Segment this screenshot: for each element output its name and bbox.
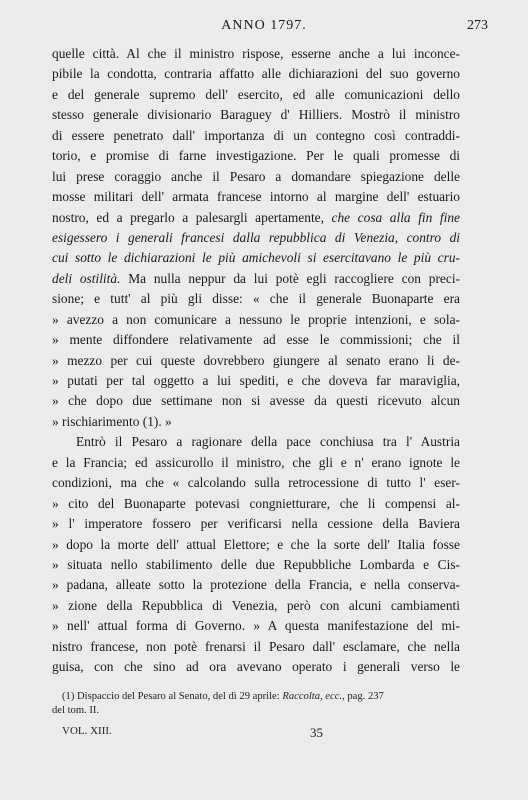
text-line — [52, 575, 460, 595]
text-line — [52, 187, 460, 207]
line-text: e la Francia; ed assicurollo il ministro, che gli e n' erano ignote le — [52, 454, 460, 470]
text-line — [52, 514, 460, 534]
text-line — [52, 555, 460, 575]
text-line — [52, 269, 460, 289]
text-line — [52, 289, 460, 309]
text-line — [52, 596, 460, 616]
text-line — [52, 85, 460, 105]
text-line — [52, 310, 460, 330]
signature-mark: 35 — [310, 725, 323, 740]
text-line — [52, 371, 460, 391]
footnote-line — [52, 690, 460, 704]
line-text: » situata nello stabilimento delle due Repubbliche Lombarda e Cis- — [52, 556, 460, 572]
line-text: » putati per tal oggetto a lui spediti, e che doveva far maraviglia, — [52, 373, 460, 388]
text-line — [52, 105, 460, 125]
text-line — [52, 330, 460, 350]
line-text: stesso generale divisionario Baraguey d' Hilliers. Mostrò il ministro — [52, 107, 460, 123]
text-line — [52, 248, 460, 268]
text-line — [52, 657, 460, 677]
body-text — [52, 44, 460, 678]
line-text: torio, e promise di farne investigazione. Per le quali promesse di — [52, 148, 460, 164]
line-text: condizioni, ma che « calcolando sulla retrocessione di tutto l' eser- — [52, 475, 460, 491]
line-text: » avezzo a non comunicare a nessuno le proprie intenzioni, e sola- — [52, 311, 460, 327]
line-text: sione; e tutt' al più gli disse: « che il generale Buonaparte era — [52, 291, 460, 307]
line-text: » mezzo per cui queste dovrebbero giungere al senato erano li de- — [52, 352, 460, 368]
footnote-source-title: Raccolta, ecc. — [282, 691, 343, 702]
signature-line — [52, 725, 460, 741]
line-text: » padana, alleate sotto la protezione della Francia, e nella conserva- — [52, 577, 460, 593]
line-text: » zione della Repubblica di Venezia, però con alcuni cambiamenti — [52, 597, 460, 613]
page-number: 273 — [467, 18, 488, 33]
text-line — [52, 64, 460, 84]
text-line — [52, 126, 460, 146]
text-line — [52, 44, 460, 64]
line-text: guisa, con che sino ad ora avevano operato i generali verso le — [52, 659, 460, 675]
running-head — [40, 18, 488, 38]
text-line — [52, 167, 460, 187]
text-line — [52, 391, 460, 411]
footnote-page-ref: , pag. 237 — [342, 691, 384, 702]
text-line — [52, 432, 460, 452]
line-text: di essere penetrato dall' importanza di un contegno così contraddi- — [52, 127, 460, 143]
italic-text: che cosa alla fin fine — [331, 209, 460, 225]
line-text: » che dopo due settimane non si avesse da questi ricevuto alcun — [52, 393, 460, 409]
text-line — [52, 453, 460, 473]
line-text: Entrò il Pesaro a ragionare della pace conchiusa tra l' Austria — [76, 434, 460, 450]
footnote-line: del tom. II. — [52, 705, 100, 716]
text-line — [52, 146, 460, 166]
italic-text: esigessero i generali francesi dalla repubblica di Venezia, contro di — [52, 229, 460, 245]
line-text: » mente diffondere relativamente ad esse le commissioni; che il — [52, 332, 460, 348]
line-text: nistro francese, non potè frenarsi il Pesaro dall' esclamare, che nella — [52, 638, 460, 654]
line-text: pibile la condotta, contraria affatto alle dichiarazioni del suo governo — [52, 66, 460, 82]
footnote — [52, 690, 460, 718]
text-line — [52, 473, 460, 493]
line-text: nostro, ed a pregarlo a palesargli apertamente, — [52, 209, 332, 225]
line-text: » rischiarimento (1). » — [52, 413, 172, 429]
line-text: quelle città. Al che il ministro rispose, esserne anche a lui inconce- — [52, 46, 460, 61]
text-line — [52, 637, 460, 657]
line-text: » nell' attual forma di Governo. » A questa manifestazione del mi- — [52, 618, 460, 634]
footnote-text: (1) Dispaccio del Pesaro al Senato, del dì 29 aprile: — [62, 691, 283, 702]
line-text: lui prese coraggio anche il Pesaro a domandare spiegazione delle — [52, 168, 460, 184]
italic-text: cui sotto le dichiarazioni le più amichevoli si esercitavano le più cru- — [52, 250, 460, 266]
header-year: ANNO 1797. — [221, 18, 307, 33]
text-line — [52, 351, 460, 371]
line-text: mosse militari dell' armata francese intorno al margine dell' estuario — [52, 189, 460, 205]
text-line — [52, 494, 460, 514]
text-line — [52, 535, 460, 555]
line-text: Ma nulla neppur da lui potè egli raccogliere con preci- — [120, 270, 460, 286]
text-line — [52, 228, 460, 248]
line-text: » l' imperatore fossero per verificarsi nella cessione della Baviera — [52, 516, 460, 532]
text-line — [52, 616, 460, 636]
line-text: » cito del Buonaparte potevasi congnietturare, che li compensi al- — [52, 495, 460, 511]
text-line — [52, 412, 460, 432]
text-line — [52, 208, 460, 228]
line-text: » dopo la morte dell' attual Elettore; e che la sorte dell' Italia fosse — [52, 536, 460, 552]
italic-text: deli ostilità. — [52, 270, 121, 286]
line-text: e del generale supremo dell' esercito, ed alle comunicazioni dello — [52, 86, 460, 102]
volume-label: VOL. XIII. — [62, 725, 112, 737]
